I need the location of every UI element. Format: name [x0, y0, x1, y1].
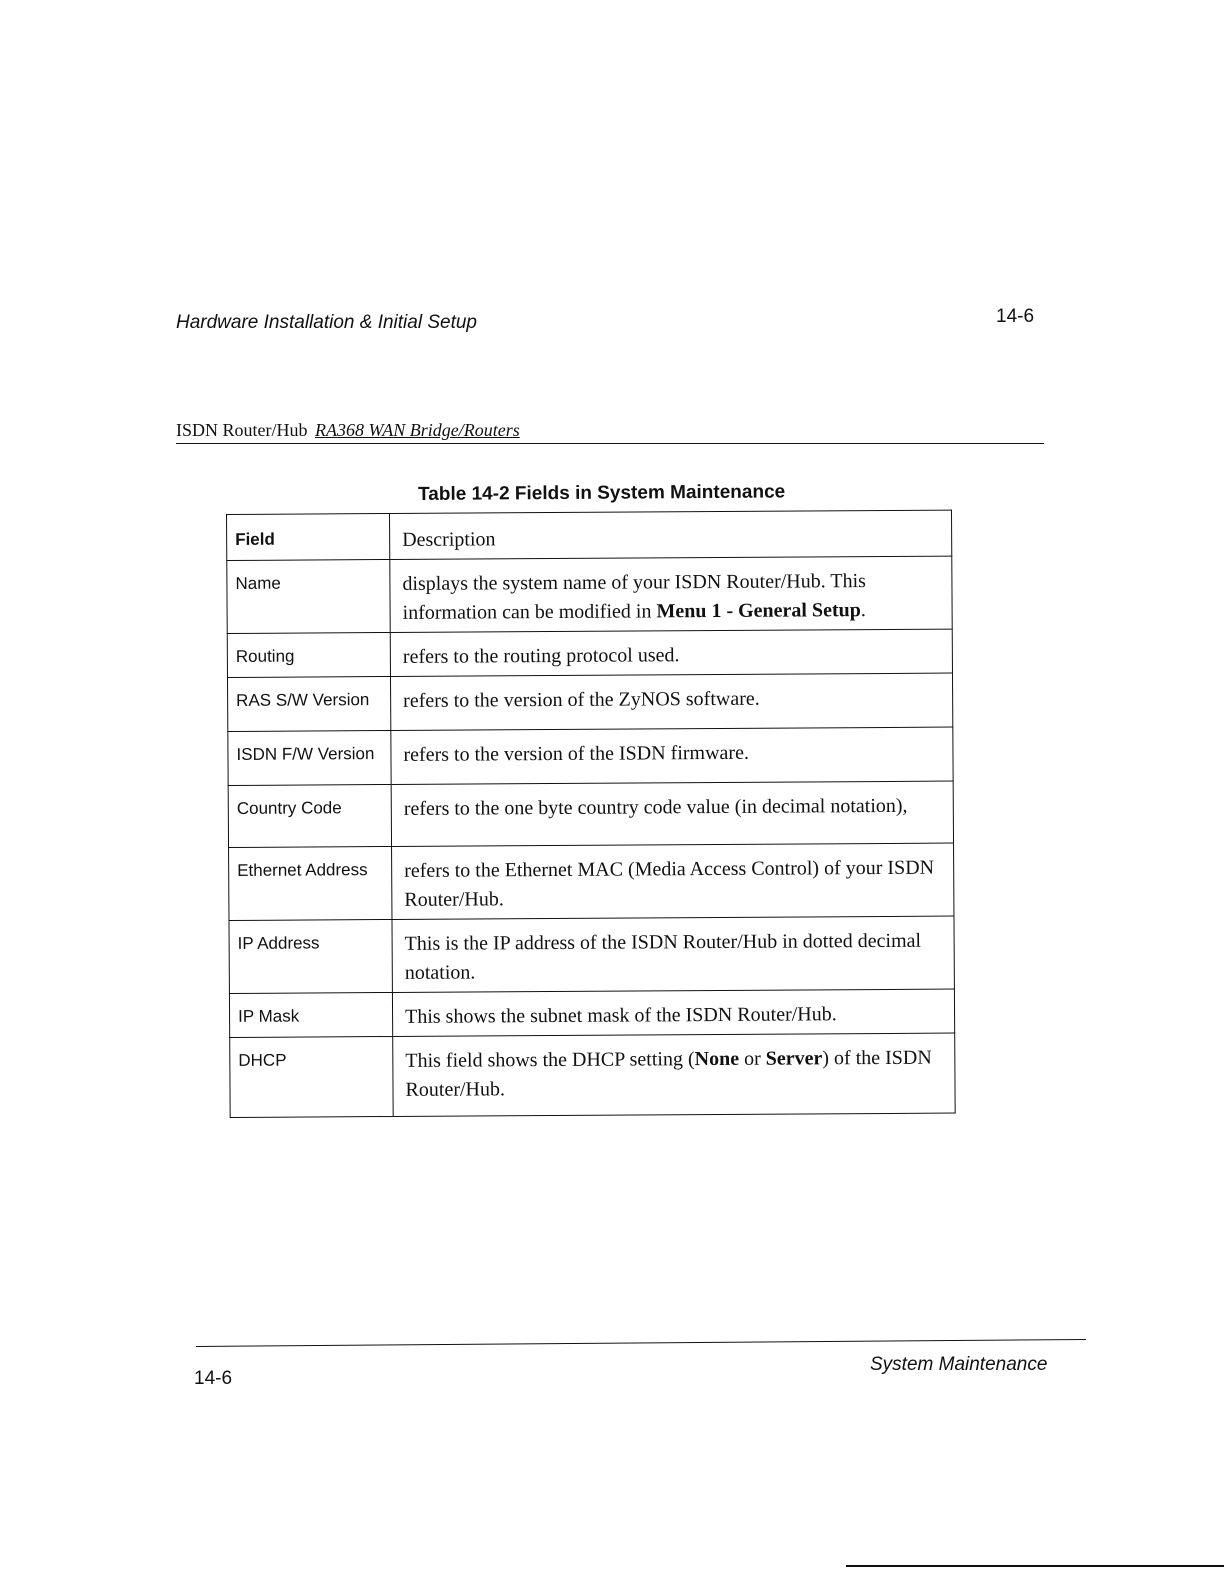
page-header-section-title: Hardware Installation & Initial Setup — [176, 312, 477, 333]
table-row — [228, 727, 953, 785]
footer-rule — [196, 1339, 1086, 1347]
table-row — [230, 1033, 955, 1117]
column-header-description: Description — [390, 510, 952, 559]
running-head-model: RA368 WAN Bridge/Routers — [315, 420, 520, 440]
table-row — [229, 989, 954, 1037]
description-cell: refers to the version of the ZyNOS software. — [390, 673, 952, 730]
field-cell: Routing — [227, 632, 390, 677]
description-cell: This field shows the DHCP setting (None or Server) of the ISDN Router/Hub. — [393, 1033, 955, 1116]
table-row — [227, 673, 952, 731]
table-row — [227, 556, 952, 633]
field-cell: DHCP — [230, 1036, 393, 1117]
scan-edge-line — [846, 1565, 1224, 1567]
column-header-field: Field — [227, 514, 390, 561]
description-cell: This shows the subnet mask of the ISDN Router/Hub. — [392, 989, 954, 1036]
footer-page-number: 14-6 — [194, 1368, 233, 1389]
field-cell: IP Mask — [229, 992, 392, 1037]
dhcp-option-server: Server — [765, 1047, 823, 1070]
fields-table — [226, 510, 956, 1118]
field-cell: IP Address — [229, 919, 392, 993]
table-row — [229, 916, 954, 993]
table-row — [228, 781, 953, 847]
field-cell: Ethernet Address — [229, 846, 392, 920]
description-cell: refers to the routing protocol used. — [390, 629, 952, 676]
running-head-product: ISDN Router/Hub — [176, 420, 308, 440]
field-cell: Country Code — [228, 784, 391, 847]
field-cell: RAS S/W Version — [227, 676, 390, 731]
field-cell: ISDN F/W Version — [228, 730, 391, 785]
page-header-page-number: 14-6 — [996, 306, 1035, 327]
footer-chapter-title: System Maintenance — [870, 1354, 1048, 1375]
running-head — [176, 420, 1044, 444]
dhcp-option-none: None — [694, 1047, 740, 1071]
table-row — [227, 629, 952, 677]
description-cell: refers to the version of the ISDN firmware. — [391, 727, 953, 784]
table-row — [229, 843, 954, 920]
table-header-row — [227, 510, 952, 560]
description-cell: This is the IP address of the ISDN Router/Hub in dotted decimal notation. — [392, 916, 954, 992]
table-title: Table 14-2 Fields in System Maintenance — [418, 481, 786, 505]
field-cell: Name — [227, 560, 390, 634]
description-cell: displays the system name of your ISDN Router/Hub. This information can be modified in Menu 1 - General Setup. — [390, 556, 952, 632]
menu-reference: Menu 1 - General Setup — [656, 599, 861, 623]
description-cell: refers to the Ethernet MAC (Media Access Control) of your ISDN Router/Hub. — [392, 843, 954, 919]
description-cell: refers to the one byte country code value (in decimal notation), — [391, 781, 953, 846]
